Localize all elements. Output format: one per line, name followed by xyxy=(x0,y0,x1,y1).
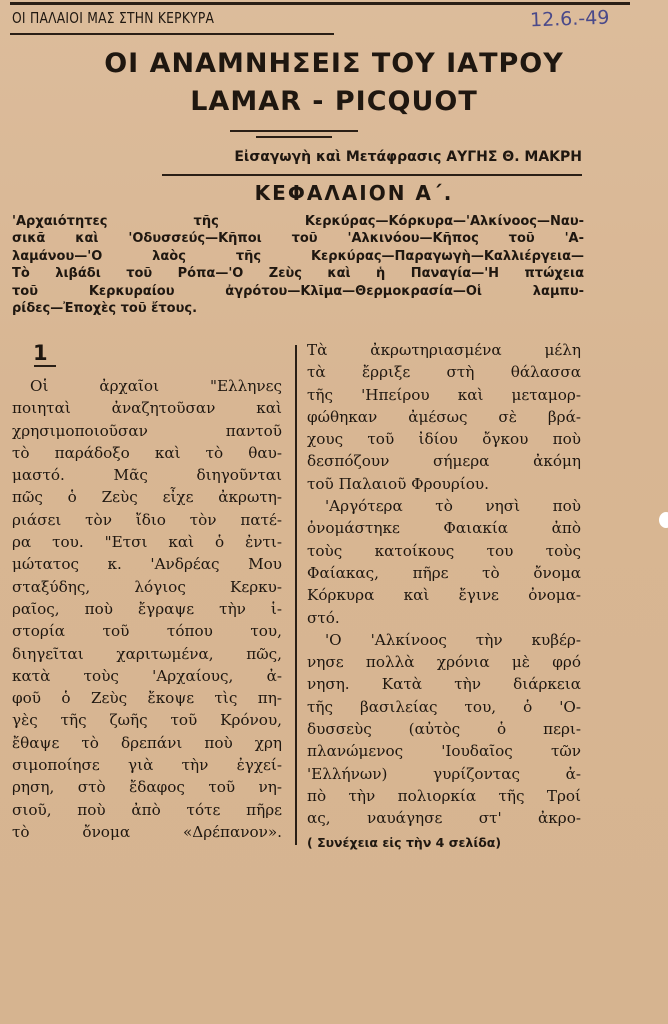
text-line: νησε πολλὰ χρόνια μὲ φρό xyxy=(307,653,581,672)
text-line: σταξύδης, λόγιος Κερκυ- xyxy=(12,577,282,596)
text-line: ρηση, στὸ ἔδαφος τοῦ νη- xyxy=(12,778,282,797)
article-title-line-1: ΟΙ ΑΝΑΜΝΗΣΕΙΣ ΤΟΥ ΙΑΤΡΟΥ xyxy=(104,48,564,79)
handwritten-date: 12.6.-49 xyxy=(529,6,610,32)
text-line: χους τοῦ ἰδίου ὄγκου ποὺ xyxy=(307,430,581,449)
text-line: τῆς 'Ηπείρου καὶ μεταμορ- xyxy=(307,385,581,404)
section-heading-rule xyxy=(10,33,334,35)
text-line: πλανώμενος 'Ιουδαῖος τῶν xyxy=(307,742,581,761)
title-divider-2 xyxy=(256,136,332,138)
text-line: νηση. Κατὰ τὴν διάρκεια xyxy=(307,675,581,694)
paper-hole xyxy=(659,512,668,528)
text-line: φοῦ ὁ Ζεὺς ἔκοψε τὶς πη- xyxy=(12,689,282,708)
text-line: δυσσεὺς (αὐτὸς ὁ περι- xyxy=(307,720,581,739)
text-line: ας, ναυάγησε στ' ἀκρο- xyxy=(307,809,581,828)
text-line: στό. xyxy=(307,608,340,627)
text-line: Τὰ ἀκρωτηριασμένα μέλη xyxy=(307,341,581,359)
text-line: μαστό. Μᾶς διηγοῦνται xyxy=(12,466,282,485)
chapter-heading: ΚΕΦΑΛΑΙΟΝ Α΄. xyxy=(254,181,454,205)
text-line: ποιηταὶ ἀναζητοῦσαν καὶ xyxy=(12,399,282,418)
top-rule xyxy=(10,2,630,5)
text-line: μώτατος κ. 'Ανδρέας Μου xyxy=(12,555,282,574)
text-line: πὸ τὴν πολιορκία τῆς Τροί xyxy=(307,786,581,805)
summary-line: λαμάνου—'Ο λαὸς τῆς Κερκύρας—Παραγωγὴ—Καλλιέργεια— xyxy=(12,248,584,264)
text-line: σιμοποίησε γιὰ τὴν ἐγχεί- xyxy=(12,756,282,775)
section-heading: ΟΙ ΠΑΛΑΙΟΙ ΜΑΣ ΣΤΗΝ ΚΕΡΚΥΡΑ xyxy=(12,9,215,27)
text-line: τὸ παράδοξο καὶ τὸ θαυ- xyxy=(12,443,282,462)
byline-rule xyxy=(162,174,582,176)
text-line: 'Ο 'Αλκίνοος τὴν κυβέρ- xyxy=(325,630,581,649)
column-divider xyxy=(295,345,297,845)
text-line: γὲς τῆς ζωῆς τοῦ Κρόνου, xyxy=(12,711,282,730)
text-line: διηγεῖται χαριτωμένα, πῶς, xyxy=(12,644,282,663)
text-line: ραῖος, ποὺ ἔγραψε τὴν ἱ- xyxy=(12,599,282,618)
summary-line: 'Αρχαιότητες τῆς Κερκύρας—Κόρκυρα—'Αλκίνοος—Ναυ- xyxy=(12,214,584,229)
summary-line: τοῦ Κερκυραίου ἀγρότου—Κλῖμα—Θερμοκρασία—Οἱ λαμπυ- xyxy=(12,283,584,299)
title-divider-1 xyxy=(230,130,358,132)
right-column xyxy=(307,339,581,830)
text-line: 'Αργότερα τὸ νησὶ ποὺ xyxy=(325,497,581,516)
text-line: Κόρκυρα καὶ ἔγινε ὀνομα- xyxy=(307,586,581,605)
text-line: τὸ ὄνομα «Δρέπανον». xyxy=(12,822,282,841)
text-line: τῆς βασιλείας του, ὁ 'Ο- xyxy=(307,697,581,716)
left-column xyxy=(12,375,282,843)
text-line: χρησιμοποιοῦσαν παντοῦ xyxy=(12,421,282,440)
text-line: ἔθαψε τὸ δρεπάνι ποὺ χρη xyxy=(12,733,282,752)
text-line: τὰ ἔρριξε στὴ θάλασσα xyxy=(307,363,581,382)
continuation-note: ( Συνέχεια εἰς τὴν 4 σελίδα) xyxy=(307,835,502,850)
summary-line: Τὸ λιβάδι τοῦ Ρόπα—'Ο Ζεὺς καὶ ἡ Παναγία—'Η πτώχεια xyxy=(12,266,584,282)
text-line: Φαίακας, πῆρε τὸ ὄνομα xyxy=(307,563,581,582)
text-line: 'Ελλήνων) γυρίζοντας ἀ- xyxy=(307,764,581,783)
text-line: ὀνομάστηκε Φαιακία ἀπὸ xyxy=(307,519,581,538)
text-line: ρα του. "Ετσι καὶ ὁ ἐντι- xyxy=(12,533,282,552)
text-line: κατὰ τοὺς 'Αρχαίους, ἀ- xyxy=(12,666,282,685)
text-line: Οἱ ἀρχαῖοι "Ελληνες xyxy=(30,377,282,395)
section-number-rule xyxy=(34,365,56,367)
text-line: τοὺς κατοίκους του τοὺς xyxy=(307,541,581,560)
section-number: 1 xyxy=(33,341,48,365)
text-line: σιοῦ, ποὺ ἀπὸ τότε πῆρε xyxy=(12,800,282,819)
byline: Εἰσαγωγὴ καὶ Μετάφρασις ΑΥΓΗΣ Θ. ΜΑΚΡΗ xyxy=(234,149,582,165)
summary-line: ρίδες—Ἐποχὲς τοῦ ἔτους. xyxy=(12,301,198,317)
chapter-summary xyxy=(12,213,584,317)
text-line: ριάσει τὸν ἴδιο τὸν πατέ- xyxy=(12,510,282,529)
text-line: πῶς ὁ Ζεὺς εἶχε ἀκρωτη- xyxy=(12,488,282,507)
text-line: δεσπόζουν σήμερα ἀκόμη xyxy=(307,452,581,471)
text-line: στορία τοῦ τόπου του, xyxy=(12,622,282,641)
text-line: φώθηκαν ἀμέσως σὲ βρά- xyxy=(307,407,581,426)
summary-line: σικᾶ καὶ 'Οδυσσεύς—Κῆποι τοῦ 'Αλκινόου—Κῆπος τοῦ 'Α- xyxy=(12,231,584,247)
text-line: τοῦ Παλαιοῦ Φρουρίου. xyxy=(307,474,489,493)
article-title-line-2: LAMAR - PICQUOT xyxy=(190,86,478,117)
